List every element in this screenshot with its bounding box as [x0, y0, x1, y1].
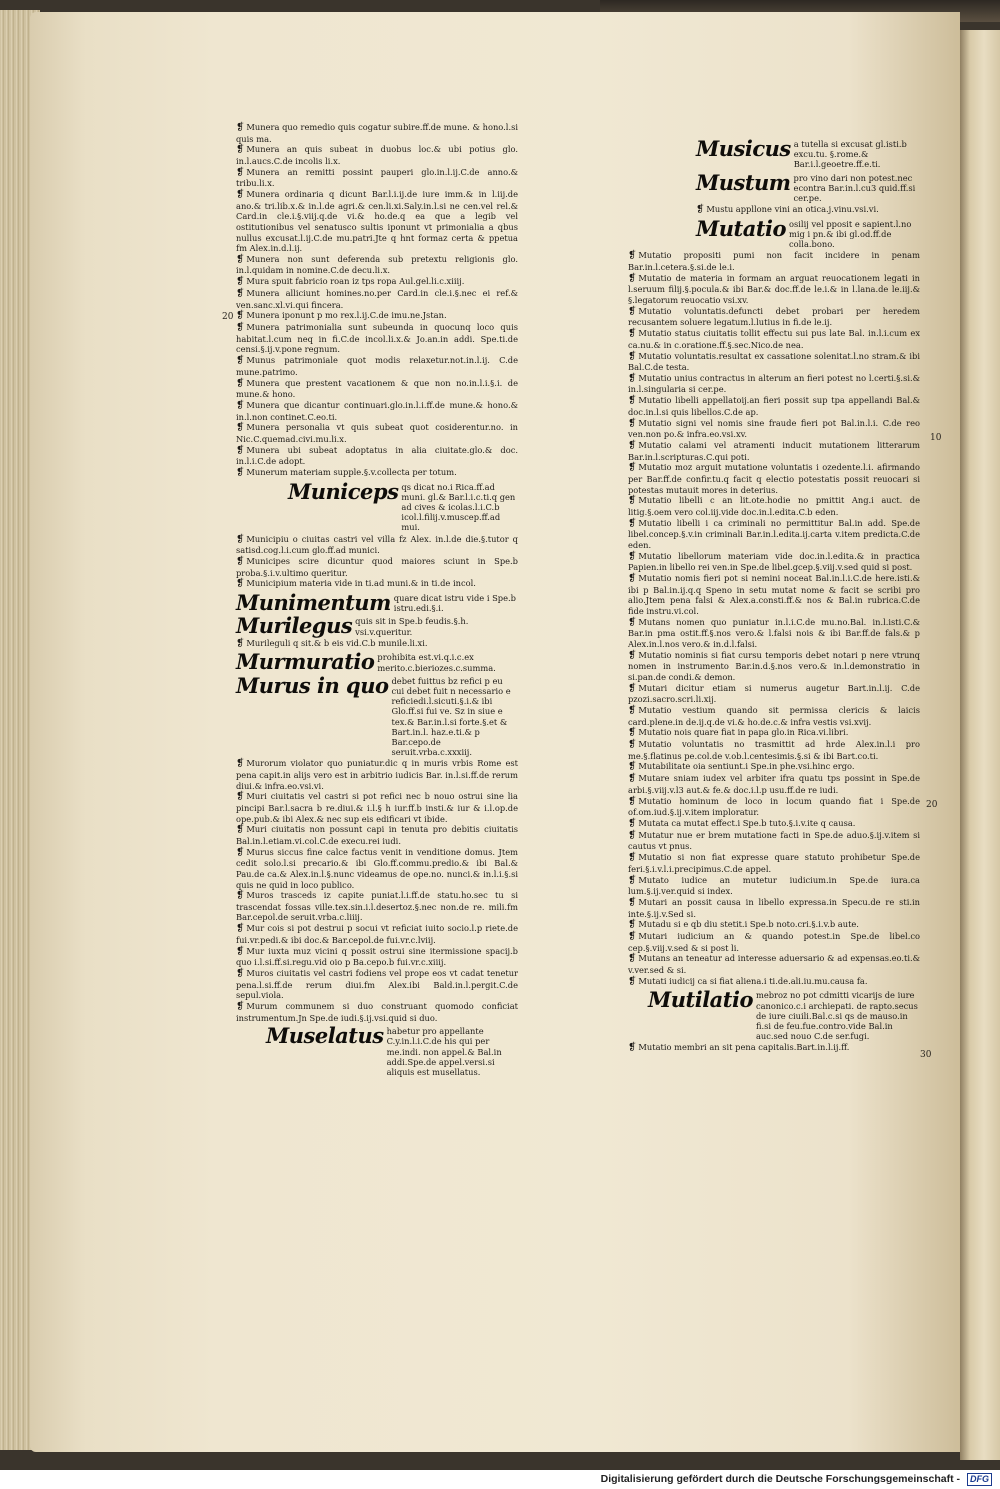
right-text-column — [628, 136, 920, 1054]
index-entry — [236, 968, 518, 1001]
entry-text: Mutadu si e qb diu stetit.i Spe.b noto.cri.§.i.v.b aute. — [638, 919, 859, 930]
rubric-heading: Mustum — [696, 169, 791, 195]
rubric-mutatio — [628, 215, 920, 250]
facing-page-edge — [960, 30, 1000, 1460]
paragraph-mark-icon: ❡ — [236, 189, 245, 201]
entry-text: Murum communem si duo construant quomodo conficiat instrumentum.Jn Spe.de iudi.§.ij.vsi.quid si duo. — [236, 1000, 518, 1023]
entry-text: Mutatio voluntatis.resultat ex cassatione solenitat.l.no stram.& ibi Bal.C.de testa. — [628, 350, 920, 373]
paragraph-mark-icon: ❡ — [236, 824, 245, 836]
entry-text: Mutatio membri an sit pena capitalis.Bart.in.l.ij.ff. — [638, 1042, 850, 1053]
paragraph-mark-icon: ❡ — [628, 795, 637, 807]
entry-text: Mutatio nomis fieri pot si nemini noceat Bal.in.l.i.C.de here.isti.& ibi p Bal.in.ij.q.q Speno in setu mutat nome & facit se scribi pro alio.Jtem pena falsi & Alex.a.consti.ff.& nos & Bal.in rubrica.C.de fide instru.vi.col. — [628, 573, 920, 616]
entry-text: Mutato iudice an mutetur iudicium.in Spe.de iura.ca lum.§.ij.ver.quid si index. — [628, 874, 920, 897]
entries-top-group — [236, 122, 518, 479]
rubric-heading: Mutatio — [696, 215, 787, 241]
entry-text: Mutati iudicij ca si fiat aliena.i ti.de.ali.iu.mu.causa fa. — [638, 975, 868, 986]
index-entry — [628, 897, 920, 919]
entry-text: Munera quo remedio quis cogatur subire.ff.de mune. & hono.l.si quis ma. — [236, 122, 518, 144]
paragraph-mark-icon: ❡ — [628, 829, 637, 841]
paragraph-mark-icon: ❡ — [628, 550, 637, 562]
paragraph-mark-icon: ❡ — [628, 919, 637, 931]
index-entry — [628, 373, 920, 395]
index-entry — [236, 534, 518, 556]
index-entry — [236, 445, 518, 467]
index-entry — [628, 650, 920, 683]
index-entry — [628, 351, 920, 373]
entry-text: Mutatio nois quare fiat in papa glo.in Rica.vi.libri. — [638, 727, 849, 738]
entry-text: Munera an remitti possint pauperi glo.in.l.ij.C.de anno.& tribu.li.x. — [236, 166, 518, 189]
paragraph-mark-icon: ❡ — [236, 444, 245, 456]
entry-text: Munera que prestent vacationem & que non no.in.l.i.§.i. de mune.& hono. — [236, 377, 518, 400]
rubric-heading: Musicus — [696, 136, 791, 161]
entry-text: Mutari iudicium an & quando potest.in Spe.de libel.co cep.§.viij.v.sed & si post li. — [628, 931, 920, 953]
entry-text: Mutatio unius contractus in alterum an fieri potest no l.certi.§.si.& in.l.singularia si cer.pe. — [628, 372, 920, 395]
paragraph-mark-icon: ❡ — [236, 846, 245, 858]
entry-text: Munera alliciunt homines.no.per Card.in cle.i.§.nec ei ref.& ven.sanc.xl.vi.qui fincera. — [236, 288, 518, 310]
paragraph-mark-icon: ❡ — [236, 890, 245, 902]
paragraph-mark-icon: ❡ — [628, 649, 637, 661]
index-entry — [628, 495, 920, 517]
index-entry — [628, 418, 920, 440]
entries-group — [628, 250, 920, 987]
entry-text: Municipium materia vide in ti.ad muni.& in ti.de incol. — [246, 578, 476, 589]
entry-text: Mutatio libelli i ca criminali no permittitur Bal.in add. Spe.de libel.concep.§.v.in criminali Bar.in.l.edita.ij.carta v.item predicta.C.de eden. — [628, 517, 920, 550]
rubric-text: pro vino dari non potest.nec econtra Bar.in.l.cu3 quid.ff.si cer.pe. — [793, 172, 916, 204]
rubric-heading: Murmuratio — [236, 649, 375, 675]
entry-text: Mutari dicitur etiam si numerus augetur Bart.in.l.ij. C.de pzozi.sacro.scri.li.xij. — [628, 682, 920, 705]
rubric-murilegus — [236, 613, 518, 639]
entries-bottom-group — [236, 758, 518, 1023]
paragraph-mark-icon: ❡ — [236, 422, 245, 434]
paragraph-mark-icon: ❡ — [628, 573, 637, 585]
entry-text: Mutatio nominis si fiat cursu temporis debet notari p nere vtrunq nomen in instrumento Bar.in.d.§.nos vero.& in.l.demonstratio in si.pan.de condi.& demon. — [628, 649, 920, 682]
line-number: 30 — [920, 1050, 932, 1060]
paragraph-mark-icon: ❡ — [628, 761, 637, 773]
index-entry — [628, 395, 920, 417]
rubric-text: quare dicat istru vide i Spe.b istru.edi.§.i. — [393, 592, 516, 614]
paragraph-mark-icon: ❡ — [628, 328, 637, 340]
index-entry — [628, 953, 920, 975]
entry-text: Mutabilitate oia sentiunt.i Spe.in phe.vsi.hinc ergo. — [638, 761, 855, 772]
paragraph-mark-icon: ❡ — [628, 852, 637, 864]
index-entry — [628, 919, 920, 931]
entry-text: Mutatio libelli c an lit.ote.hodie no pmittit Ang.i auct. de litig.§.oem vero col.iij.vide doc.in.l.edita.C.b eden. — [628, 495, 920, 517]
paragraph-mark-icon: ❡ — [236, 276, 245, 288]
index-entry — [628, 440, 920, 462]
index-entry — [236, 189, 518, 254]
paragraph-mark-icon: ❡ — [628, 462, 637, 474]
rubric-text: habetur pro appellante C.y.in.l.i.C.de his qui per me.indi. non appel.& Bal.in addi.Spe.de appel.versi.si aliquis est musellatus. — [386, 1026, 502, 1077]
entry-text: Mutans nomen quo puniatur in.l.i.C.de mu.no.Bal. in.l.isti.C.& Bar.in pma ostit.ff.§.nos vero.& l.falsi nois & ibi Bar.ff.de fals.& p Alex.in.l.nos vero.& in.d.l.falsi. — [628, 616, 920, 649]
index-entry — [236, 1001, 518, 1023]
entry-text: Muri ciuitatis vel castri si pot refici nec b nouo ostrui sine lia pincipi Bar.l.sacra b re.diui.& i.l.§ h iur.ff.b insti.& iur & i.l.op.de ope.pub.& ibi Alex.& nec sup eis edificari vt ibide. — [236, 791, 518, 824]
entry-text: Mutatio hominum de loco in locum quando fiat i Spe.de of.om.iud.§.ij.v.item imploratur. — [628, 795, 920, 818]
entry-text: Muros ciuitatis vel castri fodiens vel prope eos vt cadat tenetur pena.l.si.ff.de rerum diui.fm Alex.ibi Bald.in.l.pergit.C.de sepul.viola. — [236, 968, 518, 1001]
paragraph-mark-icon: ❡ — [628, 874, 637, 886]
entry-text: Mutatio voluntatis no trasmittit ad hrde Alex.in.l.i pro me.§.flatinus pe.col.de v.ob.l.centesimis.§.si & ibi Bart.co.ti. — [628, 739, 920, 761]
index-entry — [236, 122, 518, 144]
paragraph-mark-icon: ❡ — [628, 953, 637, 965]
entries-murileguli-group — [236, 638, 518, 650]
rubric-heading: Muselatus — [266, 1023, 384, 1049]
rubric-text: mebroz no pot cdmitti vicarijs de iure canonico.c.i archiepati. de rapto.secus de iure ciuili.Bal.c.si qs de mauso.in fi.si de feu.fue.contro.vide Bal.in auc.sed nouo C.de ser.fugi. — [755, 990, 918, 1042]
rubric-murus — [236, 672, 518, 758]
index-entry — [236, 578, 518, 590]
rubric-text: osilij vel pposit e sapient.l.no mig i pn.& ibi gl.od.ff.de colla.bono. — [789, 218, 912, 250]
index-entry — [236, 758, 518, 791]
paragraph-mark-icon: ❡ — [628, 250, 637, 262]
index-entry — [236, 378, 518, 400]
funding-credit: Digitalisierung gefördert durch die Deutsche Forschungsgemeinschaft - — [600, 1473, 960, 1485]
paragraph-mark-icon: ❡ — [236, 637, 245, 649]
index-entry — [236, 400, 518, 422]
index-entry — [628, 931, 920, 953]
entry-text: Municipes scire dicuntur quod maiores sciunt in Spe.b proba.§.i.v.ultimo queritur. — [236, 556, 518, 578]
index-entry — [236, 422, 518, 444]
entry-text: Mutans an teneatur ad interesse aduersario & ad expensas.eo.ti.& v.ver.sed & si. — [628, 953, 920, 976]
paragraph-mark-icon: ❡ — [236, 253, 245, 265]
index-entry — [628, 761, 920, 773]
index-entry — [628, 617, 920, 650]
entry-text: Munus patrimoniale quot modis relaxetur.not.in.l.ij. C.de mune.patrimo. — [236, 355, 518, 377]
paragraph-mark-icon: ❡ — [236, 310, 245, 322]
index-entry — [236, 890, 518, 923]
paragraph-mark-icon: ❡ — [236, 791, 245, 803]
paragraph-mark-icon: ❡ — [628, 350, 637, 362]
index-entry — [628, 773, 920, 795]
entry-text: Mutatio de materia in formam an arguat reuocationem legati in l.seruum filij.§.pocula.& ibi Bar.& doc.ff.de le.i.& in l.lana.de le.iij.& §.legatorum reuocatio vsi.xv. — [628, 272, 920, 305]
paragraph-mark-icon: ❡ — [236, 122, 245, 133]
entry-text: Mutatio signi vel nomis sine fraude fieri pot Bal.in.l.i. C.de reo ven.non po.& infra.eo.vsi.xv. — [628, 417, 920, 440]
line-number: 10 — [930, 433, 942, 443]
entry-text: Mutatio voluntatis.defuncti debet probari per heredem recusantem soluere legatum.l.lutius in fi.de le.ij. — [628, 305, 920, 328]
paragraph-mark-icon: ❡ — [236, 467, 245, 479]
entry-text: Murorum violator quo puniatur.dic q in muris vrbis Rome est pena capit.in alijs vero est in arbitrio iudicis Bar. in.l.si.ff.de rerum diui.& infra.eo.vsi.vi. — [236, 758, 518, 791]
paragraph-mark-icon: ❡ — [236, 288, 245, 300]
entry-text: Mustu appllone vini an otica.j.vinu.vsi.vi. — [706, 204, 879, 215]
line-number: 20 — [926, 800, 938, 810]
paragraph-mark-icon: ❡ — [236, 377, 245, 389]
index-entry — [628, 1042, 920, 1054]
entry-text: Murus siccus fine calce factus venit in venditione domus. Jtem cedit solo.l.si precario.& ibi Glo.ff.commu.predio.& ibi Bal.& Pau.de ca.& Alex.in.l.§.nunc videamus de ope.no. nunci.& in.l.i.§.si quis ne quid in loco publico. — [236, 846, 518, 890]
paragraph-mark-icon: ❡ — [628, 931, 637, 943]
index-entry — [236, 310, 518, 322]
paragraph-mark-icon: ❡ — [236, 166, 245, 178]
index-entry — [628, 328, 920, 350]
entry-text: Mura spuit fabricio roan iz tps ropa Aul.gel.li.c.xiiij. — [246, 276, 465, 287]
entry-text: Mutatio propositi pumi non facit incidere in penam Bar.in.l.cetera.§.si.de le.i. — [628, 250, 920, 273]
entry-text: Munera patrimonialia sunt subeunda in quocunq loco quis habitat.l.cum neq in fi.C.de incol.li.x.& Jo.an.in addi. Spe.ti.de censi.§.ij.v.pone regnum. — [236, 322, 518, 355]
rubric-munimentum — [236, 589, 518, 615]
entry-text: Munera an quis subeat in duobus loc.& ubi potius glo. in.l.aucs.C.de incolis li.x. — [236, 144, 518, 166]
paragraph-mark-icon: ❡ — [628, 305, 637, 317]
entries-last-group — [628, 1042, 920, 1054]
paragraph-mark-icon: ❡ — [236, 758, 245, 770]
index-entry — [628, 852, 920, 874]
paragraph-mark-icon: ❡ — [236, 322, 245, 334]
paragraph-mark-icon: ❡ — [236, 556, 245, 568]
index-entry — [628, 976, 920, 988]
paragraph-mark-icon: ❡ — [696, 204, 705, 216]
paragraph-mark-icon: ❡ — [236, 533, 245, 545]
paragraph-mark-icon: ❡ — [628, 704, 637, 716]
paragraph-mark-icon: ❡ — [628, 818, 637, 830]
index-entry — [236, 824, 518, 846]
entry-text: Munera non sunt deferenda sub pretextu religionis glo. in.l.quidam in nomine.C.de decu.li.x. — [236, 253, 518, 276]
paragraph-mark-icon: ❡ — [236, 945, 245, 957]
dfg-logo: DFG — [967, 1473, 992, 1486]
footer-bar — [0, 1470, 1000, 1489]
index-entry — [628, 818, 920, 830]
index-entry — [628, 551, 920, 573]
index-entry — [236, 791, 518, 824]
entry-text: Mutari an possit causa in libello expressa.in Specu.de re sti.in inte.§.ij.v.Sed si. — [628, 896, 920, 919]
entry-text: Mutatio status ciuitatis tollit effectu sui pus late Bal. in.l.i.cum ex ca.nu.& in c.oratione.ff.§.sec.Nico.de nea. — [628, 328, 920, 350]
paragraph-mark-icon: ❡ — [628, 975, 637, 987]
index-entry — [236, 254, 518, 276]
rubric-heading: Murus in quo — [236, 672, 389, 698]
paragraph-mark-icon: ❡ — [628, 272, 637, 284]
paragraph-mark-icon: ❡ — [236, 968, 245, 980]
paragraph-mark-icon: ❡ — [236, 144, 245, 156]
rubric-muselatus — [236, 1023, 518, 1077]
index-entry — [236, 167, 518, 189]
rubric-text: quis sit in Spe.b feudis.§.h. vsi.v.queritur. — [355, 616, 469, 637]
paragraph-mark-icon: ❡ — [628, 417, 637, 429]
entry-text: Munera que dicantur continuari.glo.in.l.i.ff.de mune.& hono.& in.l.non continet.C.eo.ti. — [236, 399, 518, 422]
index-entry — [236, 923, 518, 945]
rubric-heading: Mutilatio — [648, 987, 753, 1013]
entry-text: Munera iponunt p mo rex.l.ij.C.de imu.ne.Jstan. — [246, 310, 447, 321]
rubric-mutilatio — [628, 987, 920, 1042]
entry-text: Mutatio si non fiat expresse quare statuto prohibetur Spe.de feri.§.i.v.l.i.precipimus.C.de appel. — [628, 852, 920, 874]
entries-mid-group — [236, 534, 518, 590]
paragraph-mark-icon: ❡ — [628, 773, 637, 785]
index-entry — [628, 250, 920, 272]
index-entry — [628, 727, 920, 739]
index-entry — [236, 556, 518, 578]
rubric-mustum — [628, 169, 920, 204]
index-entry — [628, 830, 920, 852]
paragraph-mark-icon: ❡ — [236, 1000, 245, 1012]
entry-text: Mutatio vestium quando sit permissa clericis & laicis card.plene.in de.ij.q.de vi.& ho.de.c.& infra vestis vsi.xvij. — [628, 704, 920, 727]
index-entry — [628, 705, 920, 727]
paragraph-mark-icon: ❡ — [628, 440, 637, 452]
index-entry — [236, 946, 518, 968]
paragraph-mark-icon: ❡ — [628, 372, 637, 384]
entry-text: Munerum materiam supple.§.v.collecta per totum. — [246, 467, 457, 478]
entry-text: Munera ubi subeat adoptatus in alia ciuitate.glo.& doc. in.l.i.C.de adopt. — [236, 444, 518, 467]
entry-text: Mur cois si pot destrui p socui vt reficiat iuito socio.l.p riete.de fui.vr.pedi.& ibi doc.& Bar.cepol.de fui.vr.c.lviij. — [236, 923, 518, 945]
index-entry — [628, 306, 920, 328]
rubric-text: qs dicat no.i Rica.ff.ad muni. gl.& Bar.l.i.c.ti.q gen ad cives & icolas.l.i.C.b icol.l.filij.v.muscep.ff.ad mui. — [401, 481, 516, 533]
rubric-musicus — [628, 136, 920, 170]
entry-text: Mutatio moz arguit mutatione voluntatis i ozedente.l.i. afirmando per Bar.ff.de confir.tu.q facit q electio potestatis possit reuocari si potestas mutauit mores in deterius. — [628, 462, 920, 495]
paragraph-mark-icon: ❡ — [628, 517, 637, 529]
rubric-text: prohibita est.vi.q.i.c.ex merito.c.bieriozes.c.summa. — [377, 652, 496, 673]
index-entry — [236, 276, 518, 288]
entry-text: Mutatio libellorum materiam vide doc.in.l.edita.& in practica Papien.in libello rei ven.in Spe.de libel.gcep.§.viij.v.sed quid si post. — [628, 550, 920, 573]
paragraph-mark-icon: ❡ — [628, 682, 637, 694]
index-entry — [628, 518, 920, 551]
rubric-municeps — [236, 478, 518, 533]
rubric-text: debet fuittus bz refici p eu cui debet fuit n necessario e reficiedi.l.sicuti.§.i.& ibi Glo.ff.si fui ve. Sz in siue e tex.& Bar.in.l.si forte.§.et & Bart.in.l. haz.e.ti.& p Bar.cepo.de seruit.vrba.c.xxxiij. — [391, 675, 511, 758]
paragraph-mark-icon: ❡ — [628, 495, 637, 507]
entry-text: Mutatio calami vel atramenti inducit mutationem litterarum Bar.in.l.scripturas.C.qui poti. — [628, 440, 920, 462]
rubric-text: a tutella si excusat gl.isti.b excu.tu. §.rome.& Bar.i.l.geoetre.ff.e.ti. — [793, 139, 907, 170]
index-entry — [236, 144, 518, 166]
paragraph-mark-icon: ❡ — [236, 923, 245, 935]
index-entry — [236, 847, 518, 890]
entry-text: Munera ordinaria q dicunt Bar.l.i.ij.de iure imm.& in l.iij.de ano.& tri.lib.x.& in.l.de agri.& cen.li.xi.Saly.in.l.si ne cen.vel rel.& Card.in cle.i.§.viij.q.de vi.& ho.de.q ea que a legib vel ostitutionibus vel senatusco sultis iponunt vt primonialia a qbus nullus excusat.l.ij.C.de mu.patri.Jte q hnt formaz certa & ppetua fm Alex.in.d.l.ij. — [236, 189, 518, 254]
entries-mustu-group — [628, 204, 920, 216]
paragraph-mark-icon: ❡ — [628, 1042, 637, 1054]
rubric-heading: Municeps — [288, 478, 399, 504]
paragraph-mark-icon: ❡ — [628, 395, 637, 407]
index-entry — [628, 796, 920, 818]
paragraph-mark-icon: ❡ — [236, 578, 245, 590]
index-entry — [696, 204, 920, 216]
paragraph-mark-icon: ❡ — [628, 727, 637, 739]
index-entry — [628, 573, 920, 616]
entry-text: Mur iuxta muz vicini q possit ostrui sine itermissione spacij.b quo i.l.si.ff.si.regu.vid oio p Ba.cepo.b fui.vr.c.xiiij. — [236, 945, 518, 968]
index-entry — [628, 273, 920, 306]
paragraph-mark-icon: ❡ — [236, 399, 245, 411]
rubric-heading: Munimentum — [236, 589, 391, 615]
rubric-heading: Murilegus — [236, 613, 353, 639]
entry-text: Murileguli q sit.& b eis vid.C.b munile.li.xi. — [246, 637, 428, 648]
entry-text: Mutare sniam iudex vel arbiter ifra quatu tps possint in Spe.de arbi.§.viij.v.l3 aut.& fe.& doc.i.l.p usu.ff.de re iudi. — [628, 773, 920, 795]
paragraph-mark-icon: ❡ — [628, 616, 637, 628]
left-text-column — [236, 122, 518, 1078]
entry-text: Mutatur nue er brem mutatione facti in Spe.de aduo.§.ij.v.item si cautus vt pnus. — [628, 829, 920, 852]
index-entry — [236, 355, 518, 377]
paragraph-mark-icon: ❡ — [628, 896, 637, 908]
index-entry — [628, 875, 920, 897]
paragraph-mark-icon: ❡ — [628, 739, 637, 751]
paragraph-mark-icon: ❡ — [236, 355, 245, 367]
index-entry — [236, 288, 518, 310]
index-entry — [236, 322, 518, 355]
index-entry — [628, 739, 920, 761]
index-entry — [236, 638, 518, 650]
entry-text: Muri ciuitatis non possunt capi in tenuta pro debitis ciuitatis Bal.in.l.etiam.vi.col.C.de execu.rei iudi. — [236, 824, 518, 846]
entry-text: Muros trasceds iz capite puniat.l.i.ff.de statu.ho.sec tu si trascendat fossas ville.tex.sin.i.l.desertoz.§.nec non.de re. mili.fm Bar.cepol.de seruit.vrba.c.liiij. — [236, 890, 518, 923]
entry-text: Municipiu o ciuitas castri vel villa fz Alex. in.l.de die.§.tutor q satisd.cog.l.i.cum glo.ff.ad munici. — [236, 533, 518, 556]
entry-text: Mutata ca mutat effect.i Spe.b tuto.§.i.v.ite q causa. — [638, 818, 856, 829]
entry-text: Munera personalia vt quis subeat quot cosiderentur.no. in Nic.C.quemad.civi.mu.li.x. — [236, 422, 518, 444]
line-number: 20 — [222, 312, 234, 322]
index-entry — [236, 467, 518, 479]
entry-text: Mutatio libelli appellatoij.an fieri possit sup tpa appellandi Bal.& doc.in.l.si quis libellos.C.de ap. — [628, 395, 920, 417]
index-entry — [628, 683, 920, 705]
index-entry — [628, 462, 920, 495]
rubric-murmuratio — [236, 649, 518, 675]
